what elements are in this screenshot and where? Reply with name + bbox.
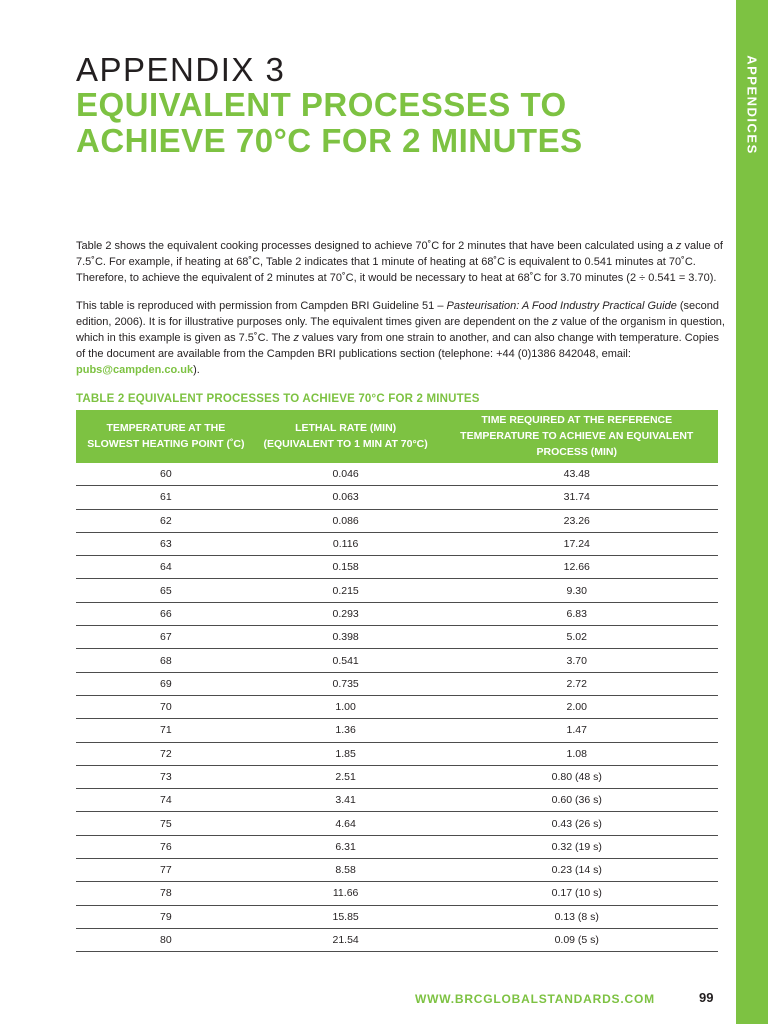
table-cell: 1.85 <box>256 742 436 765</box>
table-cell: 60 <box>76 463 256 486</box>
table-row <box>76 905 718 928</box>
table-cell: 6.83 <box>436 602 719 625</box>
table-cell: 3.70 <box>436 649 719 672</box>
table-cell: 71 <box>76 719 256 742</box>
table-row <box>76 719 718 742</box>
table-cell: 4.64 <box>256 812 436 835</box>
table-row <box>76 859 718 882</box>
table-cell: 80 <box>76 928 256 951</box>
table-cell: 74 <box>76 789 256 812</box>
table-cell: 61 <box>76 486 256 509</box>
table-cell: 77 <box>76 859 256 882</box>
table-cell: 67 <box>76 626 256 649</box>
table-row <box>76 649 718 672</box>
table-row <box>76 486 718 509</box>
table-cell: 78 <box>76 882 256 905</box>
table-cell: 75 <box>76 812 256 835</box>
table-cell: 0.09 (5 s) <box>436 928 719 951</box>
table-cell: 0.086 <box>256 509 436 532</box>
table-row <box>76 579 718 602</box>
table-row <box>76 882 718 905</box>
table-cell: 21.54 <box>256 928 436 951</box>
table-cell: 15.85 <box>256 905 436 928</box>
table-cell: 63 <box>76 532 256 555</box>
table-cell: 0.158 <box>256 556 436 579</box>
table-cell: 0.541 <box>256 649 436 672</box>
table-cell: 1.47 <box>436 719 719 742</box>
table-cell: 6.31 <box>256 835 436 858</box>
table-cell: 5.02 <box>436 626 719 649</box>
col-header-temperature: TEMPERATURE AT THE SLOWEST HEATING POINT (˚C) <box>76 410 256 463</box>
table-cell: 0.43 (26 s) <box>436 812 719 835</box>
table-cell: 66 <box>76 602 256 625</box>
table-cell: 64 <box>76 556 256 579</box>
intro-paragraph-1: Table 2 shows the equivalent cooking processes designed to achieve 70˚C for 2 minutes that have been calculated using a z value of 7.5˚C. For example, if heating at 68˚C, Table 2 indicates that 1 minute of heating at 68˚C is equivalent to 0.541 minutes at 70˚C. Therefore, to achieve the equivalent of 2 minutes at 70˚C, it would be necessary to heat at 68˚C for 3.70 minutes (2 ÷ 0.541 = 3.70). <box>76 240 723 284</box>
table-cell: 1.00 <box>256 695 436 718</box>
side-tab-label: APPENDICES <box>744 55 760 155</box>
table-cell: 17.24 <box>436 532 719 555</box>
table-row <box>76 556 718 579</box>
table-cell: 1.08 <box>436 742 719 765</box>
table-cell: 0.046 <box>256 463 436 486</box>
table-cell: 76 <box>76 835 256 858</box>
table-row <box>76 789 718 812</box>
table-cell: 0.13 (8 s) <box>436 905 719 928</box>
col-header-time-required: TIME REQUIRED AT THE REFERENCE TEMPERATURE TO ACHIEVE AN EQUIVALENT PROCESS (MIN) <box>436 410 719 463</box>
table-header-row <box>76 410 718 463</box>
email-link[interactable]: pubs@campden.co.uk <box>76 364 194 376</box>
table-row <box>76 509 718 532</box>
page-number: 99 <box>699 990 714 1005</box>
table-cell: 2.00 <box>436 695 719 718</box>
table-row <box>76 602 718 625</box>
table-cell: 31.74 <box>436 486 719 509</box>
table-row <box>76 626 718 649</box>
table-cell: 73 <box>76 765 256 788</box>
table-caption: TABLE 2 EQUIVALENT PROCESSES TO ACHIEVE 70°C FOR 2 MINUTES <box>76 393 480 405</box>
table-row <box>76 835 718 858</box>
page-title: EQUIVALENT PROCESSES TO ACHIEVE 70°C FOR 2 MINUTES <box>76 86 583 159</box>
table-cell: 0.80 (48 s) <box>436 765 719 788</box>
table-row <box>76 928 718 951</box>
table-row <box>76 765 718 788</box>
table-cell: 8.58 <box>256 859 436 882</box>
table-cell: 69 <box>76 672 256 695</box>
table-cell: 2.51 <box>256 765 436 788</box>
table-cell: 72 <box>76 742 256 765</box>
table-row <box>76 695 718 718</box>
table-row <box>76 532 718 555</box>
table-cell: 0.23 (14 s) <box>436 859 719 882</box>
table-cell: 3.41 <box>256 789 436 812</box>
table-cell: 0.735 <box>256 672 436 695</box>
table-cell: 0.398 <box>256 626 436 649</box>
table-cell: 43.48 <box>436 463 719 486</box>
table-cell: 0.116 <box>256 532 436 555</box>
table-cell: 0.60 (36 s) <box>436 789 719 812</box>
table-cell: 1.36 <box>256 719 436 742</box>
table-cell: 0.293 <box>256 602 436 625</box>
table-row <box>76 463 718 486</box>
table-cell: 70 <box>76 695 256 718</box>
intro-paragraph-2: This table is reproduced with permission from Campden BRI Guideline 51 – Pasteurisation: A Food Industry Practical Guide (second edition, 2006). It is for illustrative purposes only. The equivalent times given are dependent on the z value of the organism in question, which in this example is given as 7.5˚C. The z values vary from one strain to another, and can also change with temperature. Copies of the document are available from the Campden BRI publications section (telephone: +44 (0)1386 842048, email: pubs@campden.co.uk). <box>76 300 725 376</box>
table-cell: 2.72 <box>436 672 719 695</box>
table-row <box>76 812 718 835</box>
table-cell: 0.063 <box>256 486 436 509</box>
table-cell: 0.17 (10 s) <box>436 882 719 905</box>
table-cell: 11.66 <box>256 882 436 905</box>
appendix-label: APPENDIX 3 <box>76 51 286 88</box>
equivalent-processes-table <box>76 410 718 952</box>
table-cell: 62 <box>76 509 256 532</box>
table-row <box>76 742 718 765</box>
table-cell: 12.66 <box>436 556 719 579</box>
table-cell: 23.26 <box>436 509 719 532</box>
table-cell: 0.215 <box>256 579 436 602</box>
table-body <box>76 463 718 952</box>
col-header-lethal-rate: LETHAL RATE (MIN) (EQUIVALENT TO 1 MIN AT 70°C) <box>256 410 436 463</box>
table-cell: 0.32 (19 s) <box>436 835 719 858</box>
table-cell: 9.30 <box>436 579 719 602</box>
table-cell: 68 <box>76 649 256 672</box>
table-row <box>76 672 718 695</box>
table-cell: 65 <box>76 579 256 602</box>
footer-url-link[interactable]: WWW.BRCGLOBALSTANDARDS.COM <box>415 992 655 1006</box>
table-cell: 79 <box>76 905 256 928</box>
